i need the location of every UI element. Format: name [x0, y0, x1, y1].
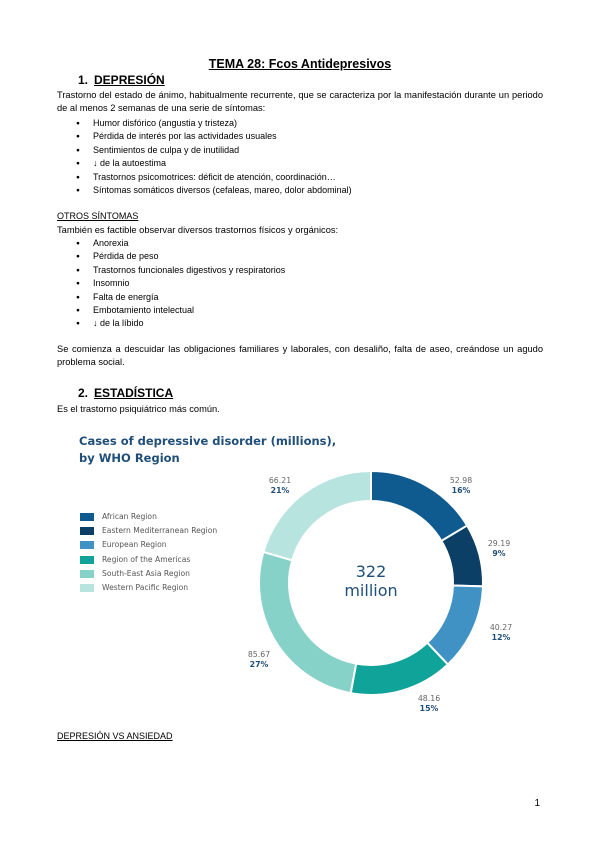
legend-label: European Region	[102, 540, 167, 550]
section-number: 1.	[78, 73, 89, 87]
slice-percent-label: 16%	[451, 486, 471, 495]
list-item: ● Insomnio	[76, 277, 285, 290]
list-item: ● Pérdida de interés por las actividades usuales	[76, 130, 352, 143]
slice-label	[260, 476, 300, 496]
slice-percent-label: 15%	[419, 704, 439, 713]
slice-percent-label: 9%	[492, 549, 506, 558]
slice-percent-label: 12%	[491, 633, 511, 642]
list-item: ● Embotamiento intelectual	[76, 304, 285, 317]
list-item: ● Anorexia	[76, 237, 285, 250]
slice-value-label: 85.67	[247, 650, 271, 659]
legend-label: Eastern Mediterranean Region	[102, 526, 218, 536]
chart-center-value: 322	[355, 562, 387, 581]
other-symptoms-heading: OTROS SÍNTOMAS	[57, 211, 139, 221]
closing-paragraph: Se comienza a descuidar las obligaciones familiares y laborales, con desaliño, falta de aseo, creándose un agudo problema social.	[57, 344, 543, 367]
list-item: ● Trastornos funcionales digestivos y respiratorios	[76, 264, 285, 277]
slice-label	[239, 650, 279, 670]
legend-label: Western Pacific Region	[102, 583, 189, 592]
estadistica-line1: Es el trastorno psiquiátrico más común.	[57, 404, 220, 414]
list-item: ● Sentimientos de culpa y de inutilidad	[76, 144, 352, 157]
slice-value-label: 29.19	[487, 539, 511, 548]
slice-percent-label: 21%	[270, 486, 290, 495]
list-item: ● Humor disfórico (angustia y tristeza)	[76, 117, 352, 130]
chart-title-line1: Cases of depressive disorder (millions),	[79, 434, 337, 448]
donut-slice	[351, 643, 448, 695]
list-item: ● Síntomas somáticos diversos (cefaleas, mareo, dolor abdominal)	[76, 184, 352, 197]
slice-value-label: 52.98	[449, 476, 473, 485]
depresion-intro: Trastorno del estado de ánimo, habitualmente recurrente, que se caracteriza por la manifestación durante un periodo de al menos 2 semanas de una serie de síntomas:	[57, 90, 543, 113]
section-heading-depresion-vs-ansiedad: DEPRESIÓN VS ANSIEDAD	[57, 731, 173, 741]
list-item: ● ↓ de la autoestima	[76, 157, 352, 170]
section-title: ESTADÍSTICA	[94, 386, 174, 400]
section-title: DEPRESIÓN	[94, 73, 165, 87]
legend-label: African Region	[102, 512, 157, 521]
slice-value-label: 48.16	[417, 694, 441, 703]
list-item: ● Falta de energía	[76, 291, 285, 304]
page-number: 1	[534, 798, 540, 809]
slice-label	[479, 539, 519, 559]
chart-center-unit: million	[344, 581, 398, 600]
legend-label: South-East Asia Region	[102, 568, 190, 578]
slice-label	[409, 694, 449, 714]
list-item: ● ↓ de la líbido	[76, 317, 285, 330]
slice-percent-label: 27%	[249, 660, 269, 669]
slice-value-label: 40.27	[489, 623, 513, 632]
page-title: TEMA 28: Fcos Antidepresivos	[208, 57, 392, 71]
section-number: 2.	[78, 386, 89, 400]
list-item: ● Trastornos psicomotrices: déficit de atención, coordinación…	[76, 171, 352, 184]
slice-value-label: 66.21	[268, 476, 292, 485]
other-symptoms-intro: También es factible observar diversos trastornos físicos y orgánicos:	[57, 225, 339, 235]
slice-label	[441, 476, 481, 496]
legend-label: Region of the Americas	[102, 554, 191, 564]
list-item: ● Pérdida de peso	[76, 250, 285, 263]
slice-label	[481, 623, 521, 643]
chart-title-line2: by WHO Region	[79, 451, 180, 465]
